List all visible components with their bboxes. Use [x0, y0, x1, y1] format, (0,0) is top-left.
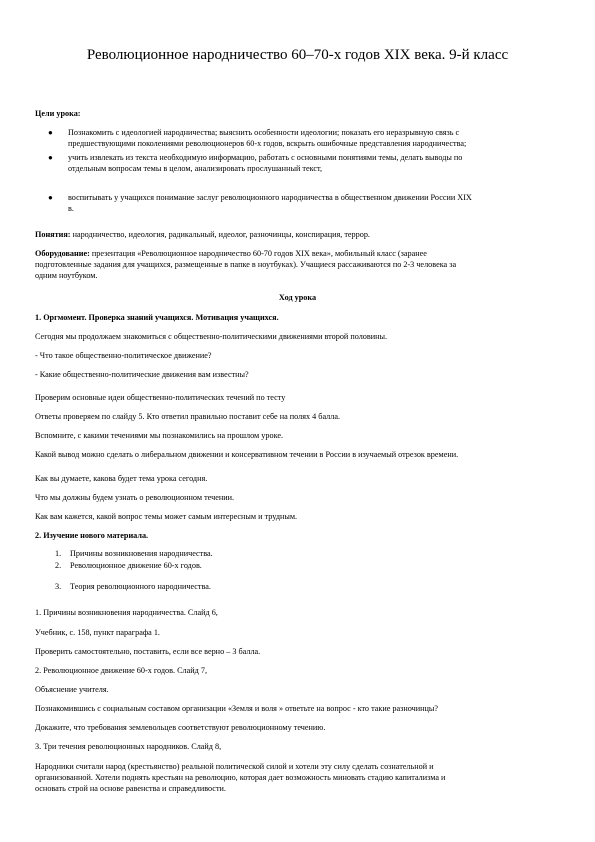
- concepts-paragraph: [35, 229, 565, 240]
- plan-number: 3.: [55, 582, 62, 591]
- text-line: - Что такое общественно-политическое движение?: [35, 351, 212, 360]
- plan-item: Теория революционного народничества.: [70, 582, 211, 591]
- page-title: Революционное народничество 60–70-х годов XIX века. 9-й класс: [86, 47, 509, 63]
- text-line: Сегодня мы продолжаем знакомиться с общественно-политическими движениями второй половины.: [35, 332, 388, 341]
- lesson-course-heading: Ход урока: [278, 293, 317, 302]
- bullet-icon: ●: [48, 128, 53, 137]
- equipment-label: Оборудование:: [35, 249, 90, 258]
- concepts-text: народничество, идеология, радикальный, идеолог, разночинцы, конспирация, террор.: [70, 230, 370, 239]
- goal-line: в.: [68, 204, 74, 213]
- plan-item: Революционное движение 60-х годов.: [70, 561, 202, 570]
- text-line: 3. Три течения революционных народников. Слайд 8,: [35, 742, 222, 751]
- text-line: - Какие общественно-политические движения вам известны?: [35, 370, 249, 379]
- text-line: Как вы думаете, какова будет тема урока сегодня.: [35, 474, 208, 483]
- equipment-line: презентация «Революционное народничество 60-70 годов XIX века», мобильный класс (заранее: [89, 249, 427, 258]
- text-line: Объяснение учителя.: [35, 685, 109, 694]
- text-line: Докажите, что требования землевольцев соответствуют революционному течению.: [35, 723, 326, 732]
- text-line: организованной. Хотели поднять крестьян на революцию, которая дает возможность миновать стадию капитализма и: [35, 773, 446, 782]
- text-line: Что мы должны будем узнать о революционном течении.: [35, 493, 235, 502]
- text-line: Какой вывод можно сделать о либеральном движении и консервативном течении в России в изучаемый отрезок времени.: [35, 450, 459, 459]
- goal-line: учить извлекать из текста необходимую информацию, работать с основными понятиями темы, делать выводы по: [68, 153, 463, 162]
- goal-item: [68, 192, 568, 214]
- goal-line: Познакомить с идеологией народничества; выяснить особенности идеологии; показать его неразрывную связь с: [68, 128, 460, 137]
- text-line: Познакомившись с социальным составом организации «Земля и воля » ответьте на вопрос - кто такие разночинцы?: [35, 704, 439, 713]
- plan-number: 1.: [55, 549, 62, 558]
- plan-number: 2.: [55, 561, 62, 570]
- equipment-paragraph: [35, 248, 565, 281]
- final-paragraph: [35, 761, 565, 794]
- text-line: Народники считали народ (крестьянство) реальной политической силой и хотели эту силу сделать сознательной и: [35, 762, 434, 771]
- goals-heading: Цели урока:: [35, 109, 81, 118]
- text-line: основать строй на основе равенства и справедливости.: [35, 784, 226, 793]
- goal-line: воспитывать у учащихся понимание заслуг революционного народничества в общественном движении России XIX: [68, 193, 472, 202]
- text-line: Ответы проверяем по слайду 5. Кто ответил правильно поставит себе на полях 4 балла.: [35, 412, 341, 421]
- bullet-icon: ●: [48, 193, 53, 202]
- equipment-line: одним ноутбуком.: [35, 271, 98, 280]
- equipment-line: подготовленные задания для учащихся, размещенные в папке в ноутбуках). Учащиеся рассаживаются по 2-3 человека за: [35, 260, 457, 269]
- goal-line: предшествующими поколениями революционеров 60-х годов, вскрыть ошибочные представления народничества;: [68, 139, 467, 148]
- text-line: 2. Революционное движение 60-х годов. Слайд 7,: [35, 666, 208, 675]
- goal-line: отдельным вопросам темы в целом, анализировать прослушанный текст,: [68, 164, 323, 173]
- goal-item: [68, 152, 568, 174]
- text-line: Учебник, с. 158, пункт параграфа 1.: [35, 628, 160, 637]
- text-line: Проверить самостоятельно, поставить, если все верно – 3 балла.: [35, 647, 261, 656]
- section-2-heading: 2. Изучение нового материала.: [35, 531, 149, 540]
- text-line: 1. Причины возникновения народничества. Слайд 6,: [35, 608, 218, 617]
- bullet-icon: ●: [48, 153, 53, 162]
- concepts-label: Понятия:: [35, 230, 71, 239]
- text-line: Вспомните, с какими течениями мы познакомились на прошлом уроке.: [35, 431, 284, 440]
- section-1-heading: 1. Оргмомент. Проверка знаний учащихся. Мотивация учащихся.: [35, 313, 279, 322]
- goal-item: [68, 127, 568, 149]
- plan-item: Причины возникновения народничества.: [70, 549, 213, 558]
- text-line: Как вам кажется, какой вопрос темы может самым интересным и трудным.: [35, 512, 298, 521]
- text-line: Проверим основные идеи общественно-политических течений по тесту: [35, 393, 286, 402]
